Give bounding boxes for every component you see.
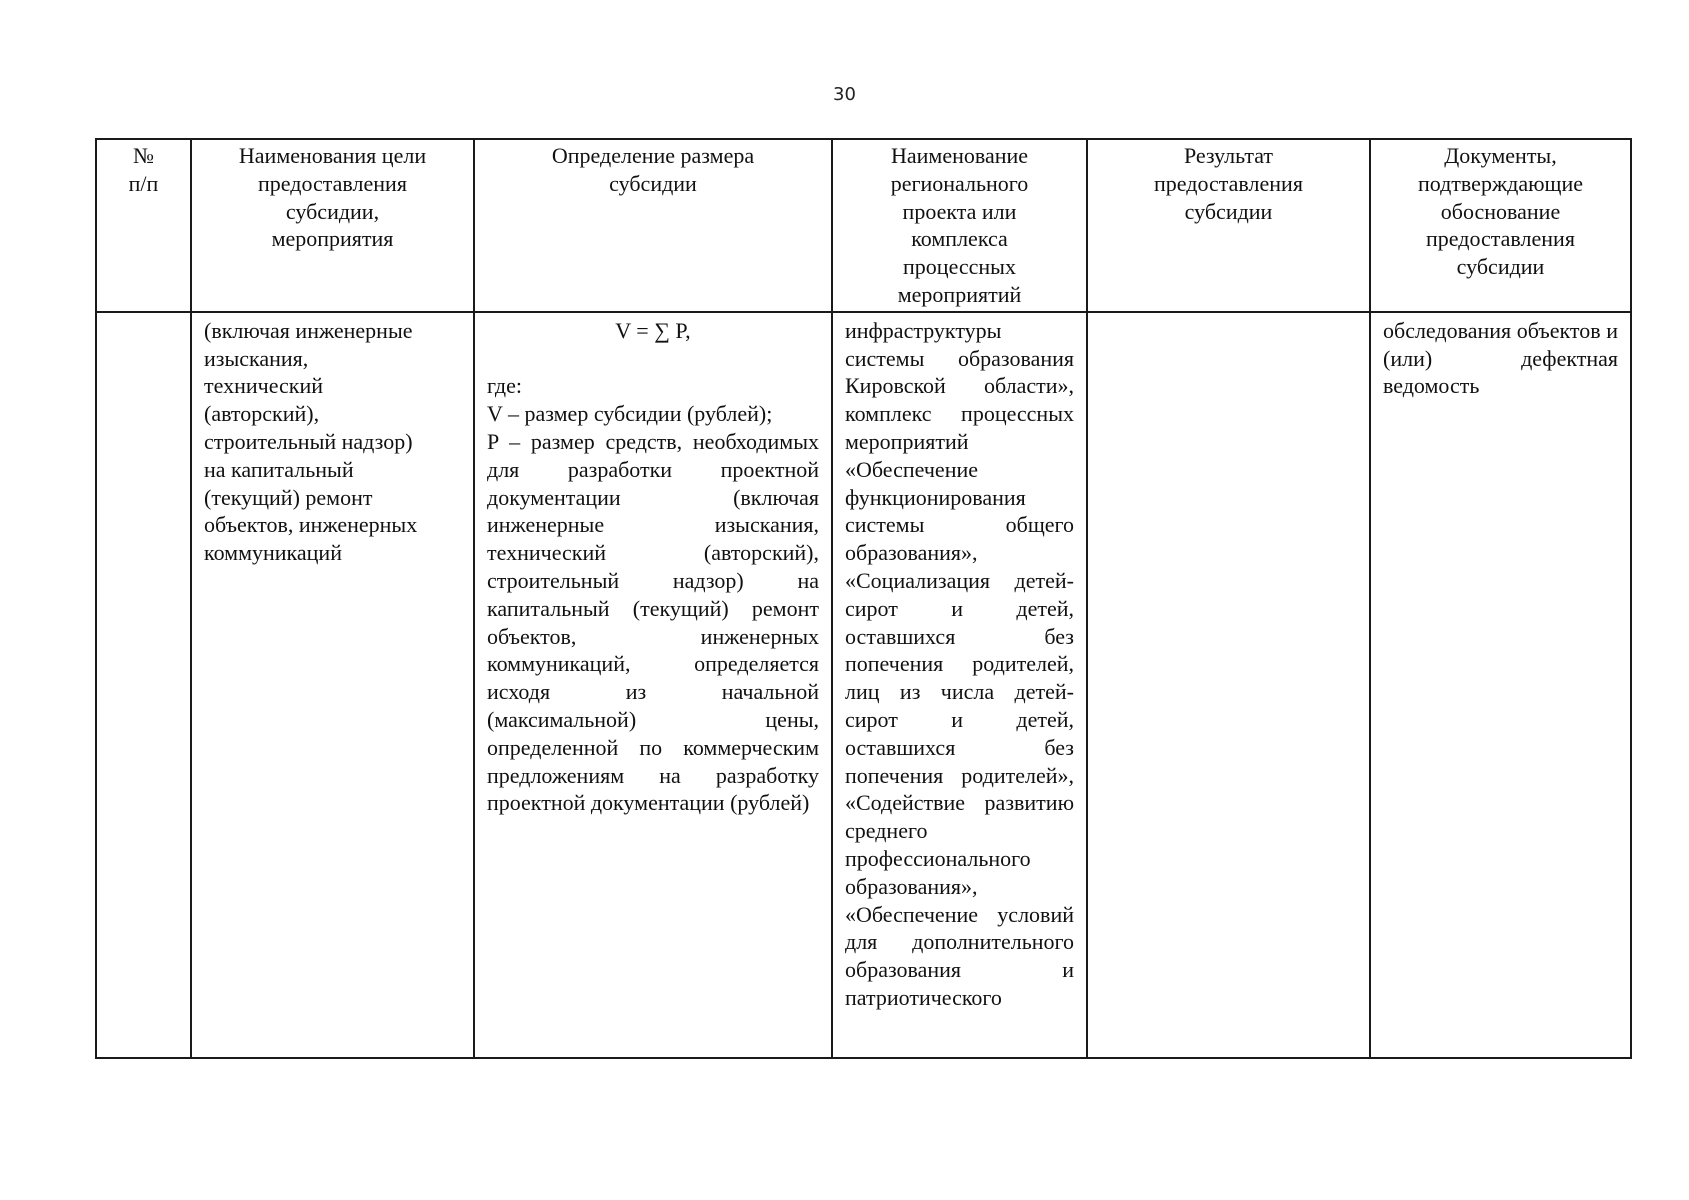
header-amount-definition: Определение размера субсидии	[474, 139, 832, 312]
formula-explanation: где: V – размер субсидии (рублей); P – размер средств, необходимых для разработки проектной документации (включая инженерные изыскания, технический (авторский), строительный надзор) на капитальный (текущий) ремонт объектов, инженерных коммуникаций, определяется исходя из начальной (максимальной) цены, определенной по коммерческим предложениям на разработку проектной документации (рублей)	[487, 373, 819, 816]
table-header-row	[96, 139, 1631, 312]
page-number: 30	[833, 84, 856, 105]
header-purpose: Наименования цели предоставления субсидии, мероприятия	[191, 139, 474, 312]
cell-documents: обследования объектов и (или) дефектная ведомость	[1370, 312, 1631, 1058]
formula: V = ∑ P,	[615, 317, 691, 343]
cell-regional-project: инфраструктуры системы образования Кировской области», комплекс процессных мероприятий «Обеспечение функционирования системы общего образования», «Социализация детей-сирот и детей, оставшихся без попечения родителей, лиц из числа детей-сирот и детей, оставшихся без попечения родителей», «Содействие развитию среднего профессионального образования», «Обеспечение условий для дополнительного образования и патриотического	[832, 312, 1087, 1058]
header-number: № п/п	[96, 139, 191, 312]
cell-result	[1087, 312, 1370, 1058]
table-row	[96, 312, 1631, 1058]
cell-number	[96, 312, 191, 1058]
cell-amount-definition	[474, 312, 832, 1058]
header-regional-project: Наименование регионального проекта или комплекса процессных мероприятий	[832, 139, 1087, 312]
subsidy-table	[95, 138, 1632, 1059]
header-documents: Документы, подтверждающие обоснование предоставления субсидии	[1370, 139, 1631, 312]
cell-purpose: (включая инженерные изыскания, технический (авторский), строительный надзор) на капитальный (текущий) ремонт объектов, инженерных коммуникаций	[191, 312, 474, 1058]
header-result: Результат предоставления субсидии	[1087, 139, 1370, 312]
